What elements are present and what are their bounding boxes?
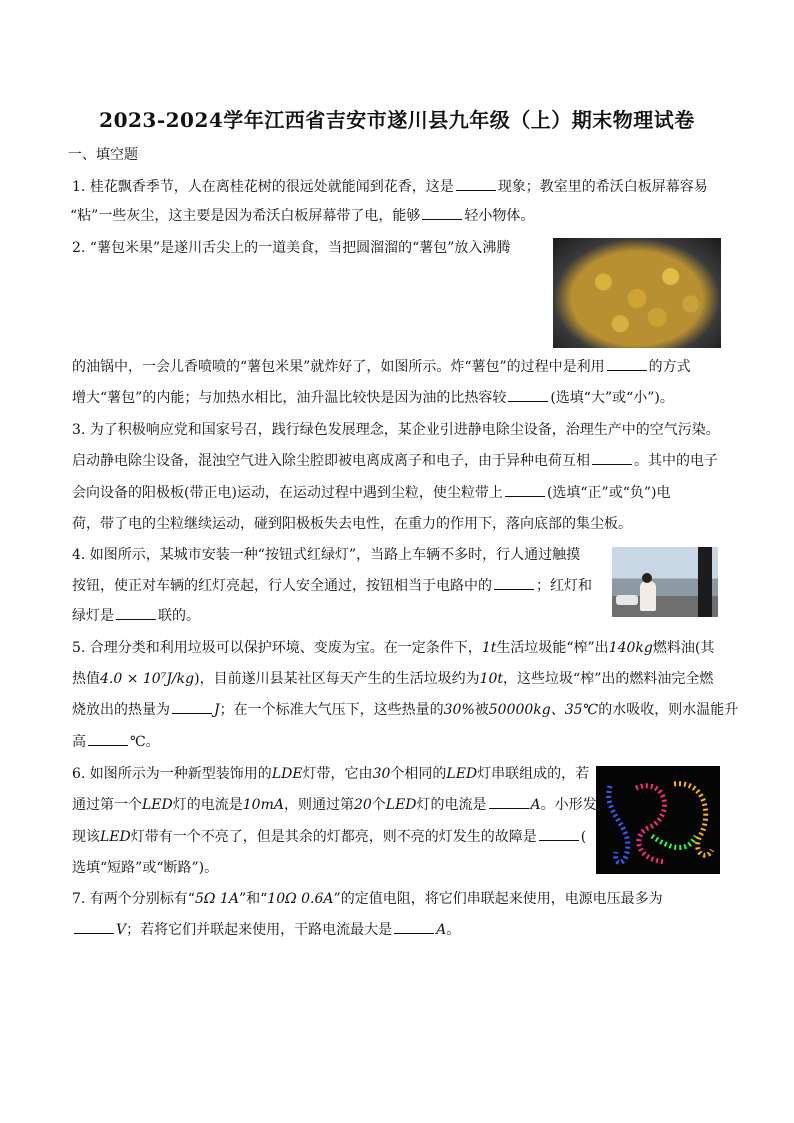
- q3-line-4: 荷，带了电的尘粒继续运动，碰到阳极板失去电性，在重力的作用下，落向底部的集尘板。: [72, 516, 632, 532]
- answer-blank[interactable]: [592, 450, 632, 465]
- q3-line-3: 会向设备的阳极板(带正电)运动，在运动过程中遇到尘粒，使尘粒带上 (选填“正”或“负”)电: [72, 482, 671, 504]
- q2-line-1: 2. “薯包米果”是遂川舌尖上的一道美食，当把圆溜溜的“薯包”放入沸腾: [72, 240, 511, 256]
- q5-line-3: 烧放出的热量为 J；在一个标准大气压下，这些热量的30%被50000kg、35℃的水吸收，则水温能升: [72, 699, 738, 721]
- answer-blank[interactable]: [494, 575, 534, 590]
- answer-blank[interactable]: [456, 176, 496, 191]
- answer-blank[interactable]: [422, 205, 462, 220]
- q3-line-1: 3. 为了积极响应党和国家号召，践行绿色发展理念，某企业引进静电除尘设备，治理生产中的空气污染。: [72, 422, 720, 438]
- answer-blank[interactable]: [539, 826, 579, 841]
- answer-blank[interactable]: [172, 699, 212, 714]
- answer-blank[interactable]: [116, 605, 156, 620]
- q7-line-1: 7. 有两个分别标有“5Ω 1A”和“10Ω 0.6A”的定值电阻，将它们串联起来使用，电源电压最多为: [72, 891, 663, 907]
- answer-blank[interactable]: [88, 731, 128, 746]
- led-strip-drawing: [596, 766, 720, 874]
- fried-food-photo: [553, 238, 721, 348]
- q2-line-2: 的油锅中，一会儿香喷喷的“薯包米果”就炸好了，如图所示。炸“薯包”的过程中是利用 的方式: [72, 356, 691, 378]
- crosswalk-button-photo: [612, 547, 718, 617]
- led-strip-photo: [596, 766, 720, 874]
- answer-blank[interactable]: [394, 919, 434, 934]
- answer-blank[interactable]: [489, 794, 529, 809]
- q1-line-2: “粘”一些灰尘，这主要是因为希沃白板屏幕带了电，能够 轻小物体。: [70, 205, 534, 227]
- answer-blank[interactable]: [607, 356, 647, 371]
- q4-line-1: 4. 如图所示，某城市安装一种“按钮式红绿灯”，当路上车辆不多时，行人通过触摸: [72, 547, 581, 563]
- q6-line-3: 现该LED灯带有一个不亮了，但是其余的灯都亮，则不亮的灯发生的故障是 (: [72, 826, 586, 848]
- q7-line-2: V；若将它们并联起来使用，干路电流最大是 A。: [72, 919, 460, 941]
- q6-line-1: 6. 如图所示为一种新型装饰用的LDE灯带，它由30个相同的LED灯串联组成的，若: [72, 766, 590, 782]
- section-heading: 一、填空题: [68, 147, 138, 163]
- q4-line-3: 绿灯是 联的。: [72, 605, 200, 627]
- answer-blank[interactable]: [505, 482, 545, 497]
- q5-line-4: 高 ℃。: [72, 731, 160, 753]
- answer-blank[interactable]: [508, 387, 548, 402]
- q6-line-4: 选填“短路”或“断路”)。: [72, 860, 219, 876]
- q5-line-1: 5. 合理分类和利用垃圾可以保护环境、变废为宝。在一定条件下，1t生活垃圾能“榨”出140kg燃料油(其: [72, 640, 715, 656]
- q3-line-2: 启动静电除尘设备，混浊空气进入除尘腔即被电离成离子和电子，由于异种电荷互相 。其中的电子: [72, 450, 718, 472]
- page-title: 2023-2024学年江西省吉安市遂川县九年级（上）期末物理试卷: [99, 108, 695, 132]
- q6-line-2: 通过第一个LED灯的电流是10mA，则通过第20个LED灯的电流是 A。小形发: [72, 794, 597, 816]
- q5-line-2: 热值4.0 × 10⁷J/kg)，目前遂川县某社区每天产生的生活垃圾约为10t，这些垃圾“榨”出的燃料油完全燃: [72, 671, 714, 687]
- q1-line-1: 1. 桂花飘香季节，人在离桂花树的很远处就能闻到花香，这是 现象；教室里的希沃白板屏幕容易: [72, 176, 708, 198]
- answer-blank[interactable]: [74, 919, 114, 934]
- q2-line-3: 增大“薯包”的内能；与加热水相比，油升温比较快是因为油的比热容较 (选填“大”或“小”)。: [72, 387, 674, 409]
- q4-line-2: 按钮，使正对车辆的红灯亮起，行人安全通过，按钮相当于电路中的 ；红灯和: [72, 575, 592, 597]
